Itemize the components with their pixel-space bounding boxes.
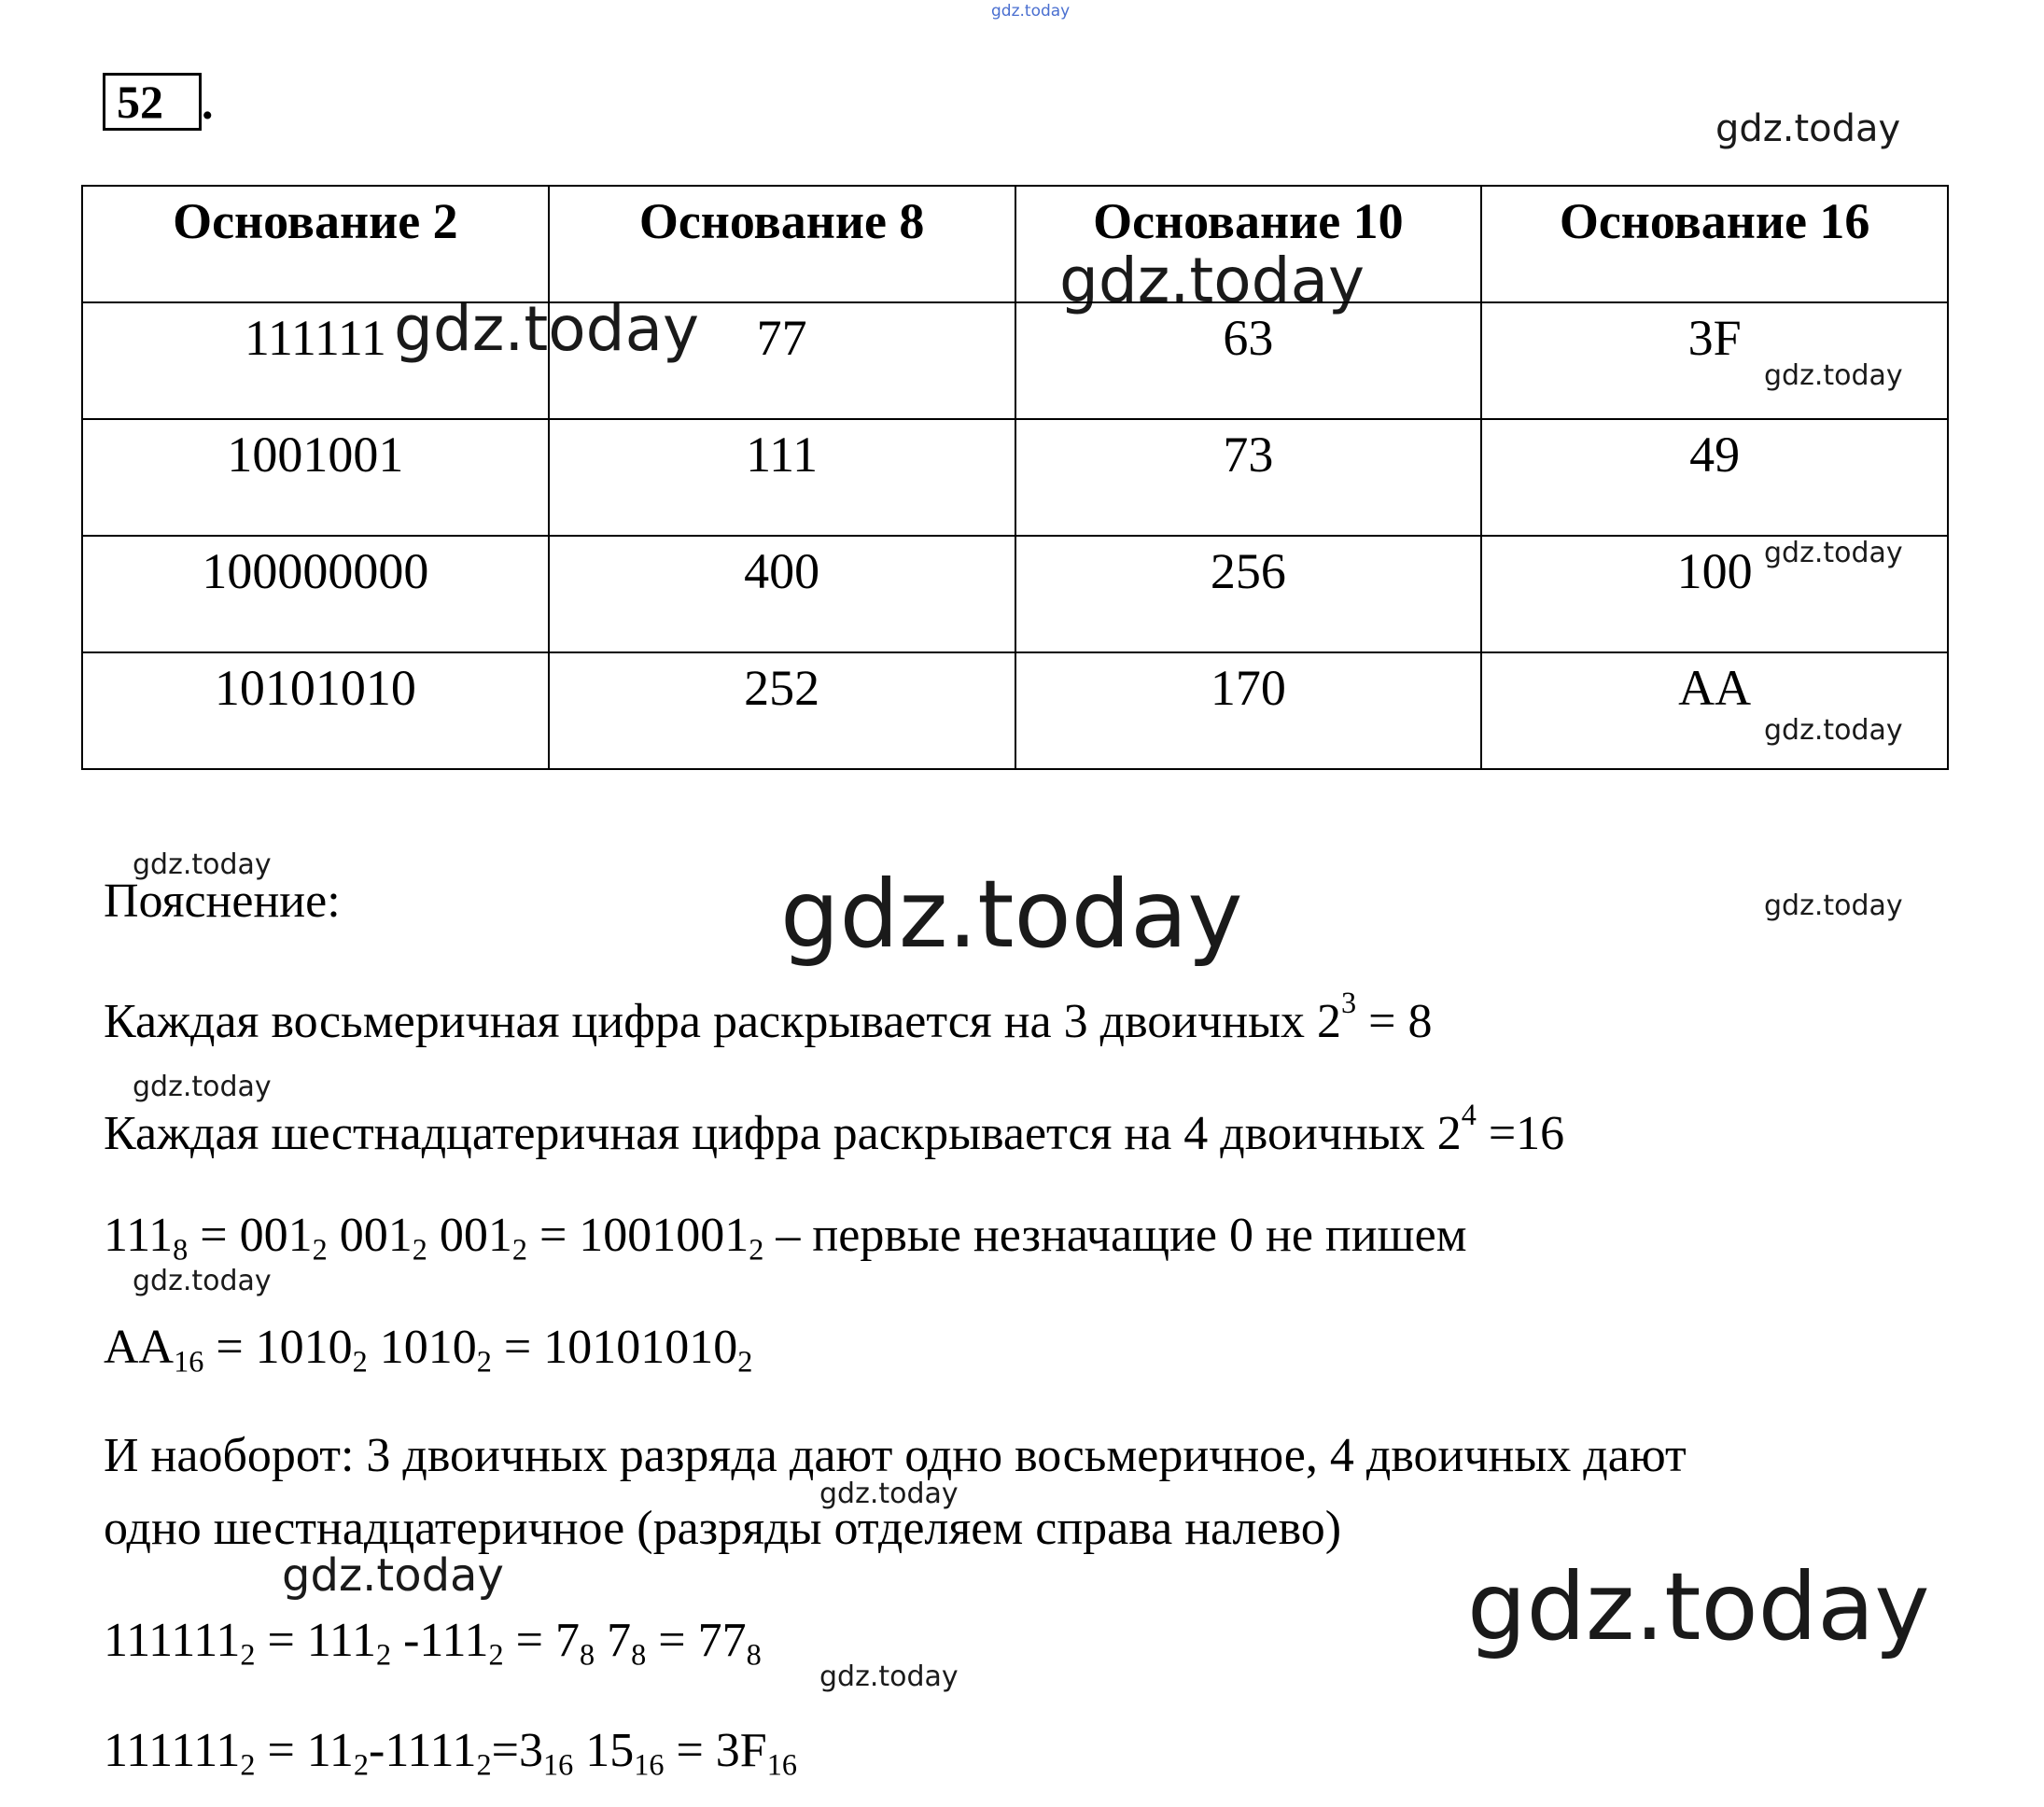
example-binary-to-hex: $111111_2 = 11_2-1111_2=3_{16}$ $15_{16} = 3F_{16}$ — [104, 1724, 797, 1782]
conversion-table — [81, 185, 1949, 770]
watermark: gdz.today — [133, 1071, 272, 1103]
watermark: gdz.today — [133, 1265, 272, 1297]
hex-rule-tail: =16 — [1476, 1106, 1565, 1160]
table-cell: 10101010 — [82, 652, 549, 769]
explanation-heading: Пояснение: — [104, 875, 341, 928]
table-cell: 100000000 — [82, 536, 549, 652]
table-cell: 3F — [1481, 302, 1948, 419]
watermark: gdz.today — [394, 293, 700, 365]
header-base-16: Основание 16 — [1481, 186, 1948, 302]
task-number: 52 — [103, 73, 202, 131]
table-cell: 111111 — [82, 302, 549, 419]
watermark: gdz.today — [1764, 889, 1903, 922]
table-row — [82, 302, 1948, 419]
table-cell: 77 — [549, 302, 1015, 419]
table-cell: 252 — [549, 652, 1015, 769]
watermark: gdz.today — [1764, 537, 1903, 569]
table-cell: 49 — [1481, 419, 1948, 536]
table-cell: 256 — [1015, 536, 1482, 652]
example-binary-to-octal: $111111_2 = 111_2$ $-111_2 = 7_8$ $7_8 = 77_8$ — [104, 1614, 762, 1672]
watermark: gdz.today — [282, 1549, 504, 1602]
example-octal-to-binary: $111_8 = 001_2$ $001_2$ $001_2 = 1001001_2$ – первые незначащие 0 не пишем — [104, 1209, 1467, 1267]
reverse-rule-line-2: одно шестнадцатеричное (разряды отделяем справа налево) — [104, 1502, 1342, 1555]
watermark: gdz.today — [1764, 714, 1903, 747]
task-number-dot: . — [202, 77, 214, 129]
table-row — [82, 419, 1948, 536]
header-base-10: Основание 10 — [1015, 186, 1482, 302]
table-cell: 170 — [1015, 652, 1482, 769]
header-base-8: Основание 8 — [549, 186, 1015, 302]
octal-rule-tail: = 8 — [1356, 994, 1433, 1048]
table-cell: 111 — [549, 419, 1015, 536]
watermark: gdz.today — [780, 860, 1243, 969]
watermark-top: gdz.today — [991, 2, 1071, 21]
example-note: – первые незначащие 0 не пишем — [763, 1209, 1467, 1262]
table-row — [82, 536, 1948, 652]
watermark: gdz.today — [133, 848, 272, 881]
table-cell: 63 — [1015, 302, 1482, 419]
table-header-row — [82, 186, 1948, 302]
table-cell: AA — [1481, 652, 1948, 769]
hex-exponent: 4 — [1461, 1098, 1477, 1131]
watermark: gdz.today — [819, 1478, 959, 1510]
hex-rule-text: Каждая шестнадцатеричная цифра раскрывается на 4 двоичных 2 — [104, 1106, 1462, 1160]
table-cell: 100 — [1481, 536, 1948, 652]
octal-rule-text: Каждая восьмеричная цифра раскрывается на 3 двоичных 2 — [104, 994, 1342, 1048]
watermark: gdz.today — [1764, 359, 1903, 392]
table-cell: 400 — [549, 536, 1015, 652]
octal-exponent: 3 — [1341, 986, 1357, 1019]
table-cell: 1001001 — [82, 419, 549, 536]
watermark: gdz.today — [1467, 1552, 1930, 1661]
table-row — [82, 652, 1948, 769]
watermark: gdz.today — [1059, 245, 1365, 316]
watermark: gdz.today — [1715, 107, 1901, 150]
octal-rule — [104, 988, 1432, 1046]
header-base-2: Основание 2 — [82, 186, 549, 302]
hex-rule — [104, 1100, 1564, 1158]
example-hex-to-binary: $AA_{16} = 1010_2$ $1010_2 = 10101010_2$ — [104, 1321, 753, 1379]
table-cell: 73 — [1015, 419, 1482, 536]
reverse-rule-line-1: И наоборот: 3 двоичных разряда дают одно восьмеричное, 4 двоичных дают — [104, 1429, 1687, 1482]
watermark: gdz.today — [819, 1660, 959, 1693]
